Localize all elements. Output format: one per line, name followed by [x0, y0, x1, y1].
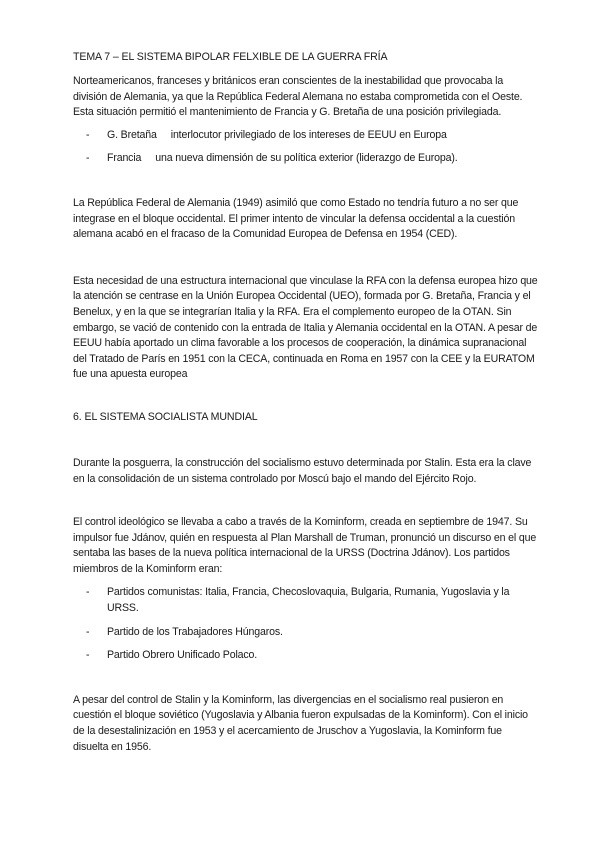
list-dash: -	[86, 586, 90, 599]
paragraph-rfa: La República Federal de Alemania (1949) asimiló que como Estado no tendría futuro a no ser que integrase en el bloque occidental. El primer intento de vincular la defensa occidental a la cuestión alemana acabó en el fracaso de la Comunidad Europea de Defensa en 1954 (CED).	[73, 196, 519, 241]
section-heading: 6. EL SISTEMA SOCIALISTA MUNDIAL	[73, 410, 258, 423]
paragraph-stalin: Durante la posguerra, la construcción del socialismo estuvo determinada por Stalin. Esta era la clave en la consolidación de un sistema controlado por Moscú bajo el mando del Ejército Rojo.	[73, 456, 532, 485]
list-text: Partido Obrero Unificado Polaco.	[107, 649, 258, 662]
list-text: Partidos comunistas: Italia, Francia, Checoslovaquia, Bulgaria, Rumania, Yugoslavia y la URSS.	[107, 586, 510, 615]
list-text: una nueva dimensión de su política exterior (liderazgo de Europa).	[155, 152, 458, 165]
document-page	[73, 50, 538, 755]
list-item	[73, 151, 538, 167]
list-kominform-members	[73, 585, 538, 663]
list-term: G. Bretaña	[107, 128, 157, 141]
list-dash: -	[86, 649, 90, 662]
list-dash: -	[86, 625, 90, 638]
list-text: Partido de los Trabajadores Húngaros.	[107, 625, 283, 638]
list-dash: -	[86, 152, 90, 165]
list-text: interlocutor privilegiado de los intereses de EEUU en Europa	[170, 128, 447, 141]
list-item	[73, 625, 538, 641]
list-privileged-positions	[73, 128, 538, 167]
list-item	[73, 648, 538, 664]
list-term: Francia	[107, 152, 142, 165]
paragraph-kominform: El control ideológico se llevaba a cabo a través de la Kominform, creada en septiembre de 1947. Su impulsor fue Jdánov, quién en respuesta al Plan Marshall de Truman, pronunció un discurso en el que sentaba las bases de la nueva política internacional de la URSS (Doctrina Jdánov). Los partidos miembros de la Kominform eran:	[73, 516, 537, 575]
list-item	[73, 585, 538, 616]
list-item	[73, 128, 538, 144]
paragraph-ueo: Esta necesidad de una estructura internacional que vinculase la RFA con la defensa europea hizo que la atención se centrase en la Unión Europea Occidental (UEO), formada por G. Bretaña, Francia y el Benelux, y en la que se integrarían Italia y la RFA. Era el complemento europeo de la OTAN. Sin embargo, se vació de contenido con la entrada de Italia y Alemania occidental en la OTAN. A pesar de EEUU había aportado un clima favorable a los procesos de cooperación, la dinámica supranacional del Tratado de París en 1951 con la CECA, continuada en Roma en 1957 con la CEE y la EURATOM fue una apuesta europea	[73, 274, 538, 381]
list-dash: -	[86, 128, 90, 141]
paragraph-germany-division: Norteamericanos, franceses y británicos eran conscientes de la inestabilidad que provocaba la división de Alemania, ya que la República Federal Alemana no estaba comprometida con el Oeste. Esta situación permitió el mantenimiento de Francia y G. Bretaña de una posición privilegiada.	[73, 75, 523, 119]
paragraph-divergences: A pesar del control de Stalin y la Kominform, las divergencias en el socialismo real pusieron en cuestión el bloque soviético (Yugoslavia y Albania fueron expulsadas de la Kominform). Con el inicio de la desestalinización en 1953 y el acercamiento de Jruschov a Yugoslavia, la Kominform fue disuelta en 1956.	[73, 693, 528, 753]
page-title: TEMA 7 – EL SISTEMA BIPOLAR FELXIBLE DE LA GUERRA FRÍA	[73, 51, 388, 63]
